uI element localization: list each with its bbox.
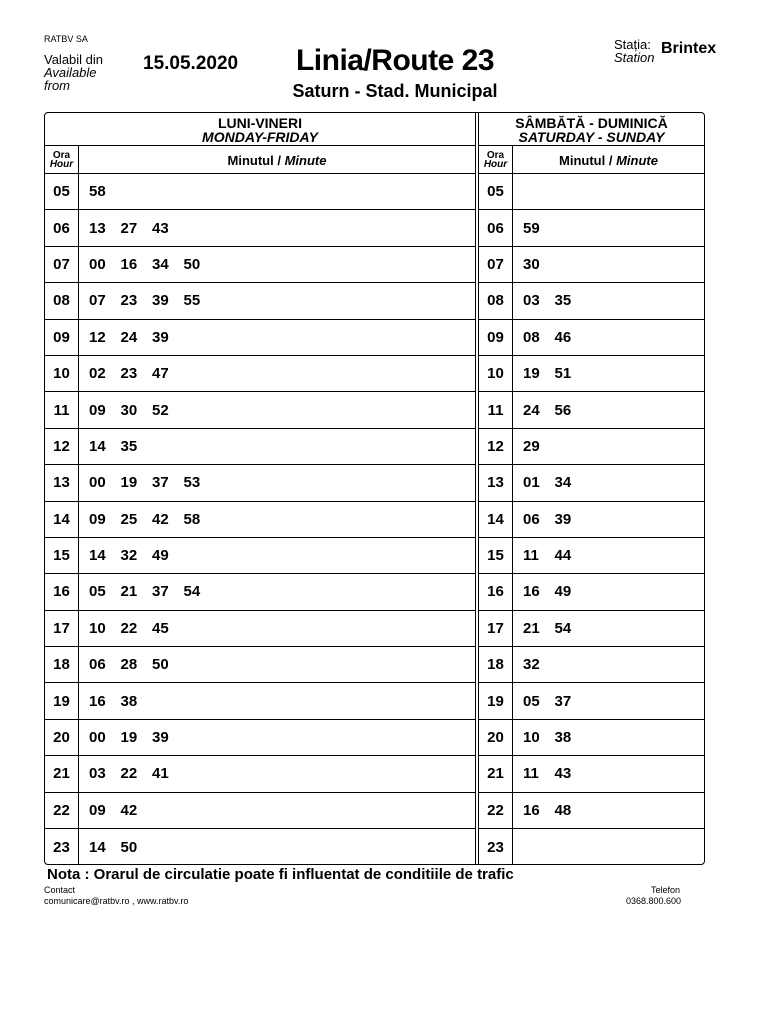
minutes-cell [79, 465, 475, 500]
hour-label-en: Hour [483, 159, 508, 170]
phone-label: Telefon [651, 885, 681, 895]
table-row [479, 210, 704, 246]
minutes-cell [513, 320, 704, 355]
hour-cell: 19 [45, 683, 79, 718]
minute-value: 19 [523, 365, 540, 383]
hour-cell: 07 [45, 247, 79, 282]
minutes-cell [513, 611, 704, 646]
hour-cell: 06 [479, 210, 513, 245]
table-row [45, 538, 475, 574]
minute-value: 45 [152, 619, 169, 637]
minute-value: 38 [554, 729, 572, 747]
hour-cell: 20 [45, 720, 79, 755]
hour-cell: 11 [45, 392, 79, 427]
valid-from-ro: Valabil din [44, 52, 104, 67]
table-row [479, 356, 704, 392]
minute-value: 01 [523, 474, 540, 492]
valid-from-en: Available [44, 65, 97, 80]
minutes-cell [513, 793, 704, 828]
minute-value: 35 [120, 437, 138, 455]
minute-value: 11 [523, 765, 539, 783]
minute-value: 11 [523, 547, 539, 565]
table-row [479, 174, 704, 210]
minute-value: 37 [554, 692, 572, 710]
weekend-rows [479, 174, 704, 865]
hour-cell: 17 [45, 611, 79, 646]
minute-value: 34 [554, 474, 572, 492]
minute-value: 08 [523, 328, 540, 346]
minute-value: 05 [523, 692, 540, 710]
minute-value: 29 [523, 437, 540, 455]
minutes-cell [79, 174, 475, 209]
hour-cell: 16 [479, 574, 513, 609]
minute-value: 32 [120, 547, 138, 565]
hour-cell: 18 [45, 647, 79, 682]
hour-cell: 10 [45, 356, 79, 391]
minute-value: 43 [554, 765, 572, 783]
hour-label-ro: Ora [486, 150, 505, 161]
minute-value: 37 [152, 583, 169, 601]
hour-cell: 08 [45, 283, 79, 318]
minute-value: 23 [120, 365, 138, 383]
minute-value: 16 [523, 583, 540, 601]
weekday-title-ro: LUNI-VINERI [218, 115, 302, 131]
hour-cell: 21 [45, 756, 79, 791]
hour-cell: 08 [479, 283, 513, 318]
minute-value: 00 [89, 729, 106, 747]
hour-cell: 09 [45, 320, 79, 355]
station-label [614, 38, 654, 64]
minute-value: 19 [120, 729, 138, 747]
minute-value: 19 [120, 474, 138, 492]
minute-column-header [79, 146, 475, 173]
minutes-cell [513, 829, 704, 865]
minutes-cell [513, 538, 704, 573]
hour-cell: 09 [479, 320, 513, 355]
minutes-cell [513, 465, 704, 500]
hour-cell: 22 [479, 793, 513, 828]
table-row [479, 247, 704, 283]
minute-value: 38 [120, 692, 138, 710]
hour-column-header [479, 146, 513, 173]
company-name: RATBV SA [44, 34, 88, 44]
weekend-panel [475, 113, 704, 864]
table-row [45, 756, 475, 792]
hour-cell: 07 [479, 247, 513, 282]
traffic-note: Nota : Orarul de circulatie poate fi influentat de conditiile de trafic [47, 866, 514, 883]
minute-value: 03 [89, 765, 106, 783]
minute-value: 30 [523, 255, 540, 273]
minute-column-header [513, 146, 704, 173]
weekend-header [479, 113, 704, 146]
minute-value: 10 [523, 729, 540, 747]
minute-value: 05 [89, 583, 106, 601]
hour-cell: 14 [45, 502, 79, 537]
minute-value: 10 [89, 619, 106, 637]
minutes-cell [79, 538, 475, 573]
minutes-cell [79, 829, 475, 865]
minutes-cell [79, 683, 475, 718]
hour-cell: 19 [479, 683, 513, 718]
table-row [45, 793, 475, 829]
hour-cell: 17 [479, 611, 513, 646]
minutes-cell [79, 392, 475, 427]
minutes-cell [513, 429, 704, 464]
station-label-en: Station [614, 50, 655, 65]
table-row [45, 356, 475, 392]
weekend-title-en: SATURDAY - SUNDAY [518, 129, 665, 145]
phone-value: 0368.800.600 [626, 896, 682, 906]
hour-cell: 05 [479, 174, 513, 209]
minute-value: 12 [89, 328, 106, 346]
valid-from-en2: from [44, 78, 70, 93]
minute-value: 39 [152, 292, 169, 310]
minute-value: 43 [152, 219, 169, 237]
minute-value: 03 [523, 292, 540, 310]
minute-value: 16 [89, 692, 106, 710]
table-row [45, 429, 475, 465]
minute-value: 41 [152, 765, 169, 783]
minute-value: 49 [152, 547, 169, 565]
minute-label-en: Minute [616, 153, 658, 168]
minute-value: 59 [523, 219, 540, 237]
minutes-cell [79, 356, 475, 391]
table-row [45, 174, 475, 210]
minutes-cell [513, 247, 704, 282]
route-title: Linia/Route 23 [295, 44, 495, 77]
minute-value: 58 [183, 510, 201, 528]
minute-value: 00 [89, 255, 106, 273]
table-row [479, 283, 704, 319]
minutes-cell [513, 174, 704, 209]
minutes-cell [79, 647, 475, 682]
table-row [479, 574, 704, 610]
minute-value: 44 [554, 547, 572, 565]
hour-cell: 21 [479, 756, 513, 791]
table-row [479, 829, 704, 865]
minutes-cell [79, 611, 475, 646]
minute-value: 24 [523, 401, 540, 419]
table-row [479, 465, 704, 501]
minute-value: 35 [554, 292, 572, 310]
minute-value: 50 [183, 255, 201, 273]
minute-value: 30 [120, 401, 138, 419]
table-row [479, 793, 704, 829]
minutes-cell [513, 356, 704, 391]
minute-value: 53 [183, 474, 201, 492]
hour-cell: 16 [45, 574, 79, 609]
minute-value: 14 [89, 838, 106, 856]
table-row [45, 210, 475, 246]
table-row [45, 502, 475, 538]
table-row [45, 247, 475, 283]
table-row [479, 538, 704, 574]
minute-value: 42 [152, 510, 169, 528]
hour-cell: 13 [45, 465, 79, 500]
minutes-cell [79, 429, 475, 464]
minutes-cell [513, 392, 704, 427]
hour-cell: 11 [479, 392, 513, 427]
table-row [479, 502, 704, 538]
hour-cell: 06 [45, 210, 79, 245]
minutes-cell [79, 793, 475, 828]
minute-value: 14 [89, 437, 106, 455]
weekend-column-header [479, 146, 704, 174]
minute-value: 13 [89, 219, 106, 237]
weekday-rows [45, 174, 475, 865]
minute-value: 32 [523, 656, 540, 674]
hour-cell: 10 [479, 356, 513, 391]
table-row [479, 683, 704, 719]
table-row [479, 429, 704, 465]
minutes-cell [79, 320, 475, 355]
table-row [479, 647, 704, 683]
minute-value: 21 [523, 619, 540, 637]
minute-value: 46 [554, 328, 572, 346]
weekday-title-en: MONDAY-FRIDAY [202, 129, 318, 145]
weekday-panel [45, 113, 475, 864]
hour-label-en: Hour [49, 159, 74, 170]
minute-label-ro: Minutul / [559, 153, 613, 168]
minute-value: 42 [120, 801, 138, 819]
minutes-cell [79, 574, 475, 609]
minute-value: 55 [183, 292, 201, 310]
minutes-cell [513, 283, 704, 318]
minute-value: 23 [120, 292, 138, 310]
table-row [45, 647, 475, 683]
minute-value: 25 [120, 510, 138, 528]
minute-value: 07 [89, 292, 106, 310]
table-row [45, 283, 475, 319]
table-row [45, 392, 475, 428]
minute-value: 47 [152, 365, 169, 383]
minute-value: 14 [89, 547, 106, 565]
hour-cell: 12 [479, 429, 513, 464]
minutes-cell [79, 756, 475, 791]
minute-value: 24 [120, 328, 138, 346]
station-name: Brintex [661, 40, 717, 57]
table-row [45, 683, 475, 719]
minutes-cell [513, 574, 704, 609]
station-label-ro: Stația: [614, 37, 651, 52]
contact-label: Contact [44, 885, 76, 895]
schedule-table [44, 112, 705, 865]
table-row [45, 720, 475, 756]
hour-cell: 15 [45, 538, 79, 573]
minutes-cell [79, 210, 475, 245]
minute-label-en: Minute [284, 153, 327, 168]
minutes-cell [79, 283, 475, 318]
minute-value: 22 [120, 765, 138, 783]
hour-cell: 05 [45, 174, 79, 209]
minute-value: 49 [554, 583, 572, 601]
weekend-title-ro: SÂMBĂTĂ - DUMINICĂ [515, 115, 668, 131]
table-row [45, 829, 475, 865]
hour-cell: 12 [45, 429, 79, 464]
minute-value: 51 [554, 365, 572, 383]
minute-value: 02 [89, 365, 106, 383]
hour-cell: 13 [479, 465, 513, 500]
minute-value: 28 [120, 656, 138, 674]
hour-cell: 14 [479, 502, 513, 537]
minutes-cell [513, 502, 704, 537]
hour-cell: 15 [479, 538, 513, 573]
contact-value: comunicare@ratbv.ro , www.ratbv.ro [44, 896, 189, 906]
weekday-column-header [45, 146, 475, 174]
minute-value: 09 [89, 401, 106, 419]
hour-cell: 23 [45, 829, 79, 865]
minute-value: 39 [152, 729, 169, 747]
table-row [45, 574, 475, 610]
minute-value: 37 [152, 474, 169, 492]
minute-value: 52 [152, 401, 169, 419]
hour-column-header [45, 146, 79, 173]
table-row [479, 720, 704, 756]
minutes-cell [79, 502, 475, 537]
minute-value: 21 [120, 583, 138, 601]
table-row [479, 611, 704, 647]
minutes-cell [513, 683, 704, 718]
minute-value: 54 [554, 619, 572, 637]
minutes-cell [79, 247, 475, 282]
table-row [45, 320, 475, 356]
minute-value: 16 [523, 801, 540, 819]
hour-cell: 23 [479, 829, 513, 865]
minute-value: 06 [523, 510, 540, 528]
minute-value: 50 [120, 838, 138, 856]
minute-value: 09 [89, 510, 106, 528]
minute-value: 39 [554, 510, 572, 528]
table-row [45, 611, 475, 647]
table-row [45, 465, 475, 501]
minute-value: 06 [89, 656, 106, 674]
minute-value: 54 [183, 583, 201, 601]
hour-cell: 18 [479, 647, 513, 682]
hour-label-ro: Ora [52, 150, 71, 161]
minute-value: 16 [120, 255, 138, 273]
table-row [479, 392, 704, 428]
table-row [479, 756, 704, 792]
minutes-cell [513, 720, 704, 755]
minute-value: 27 [120, 219, 138, 237]
weekday-header [45, 113, 475, 146]
minute-label-ro: Minutul / [227, 153, 281, 168]
minute-value: 48 [554, 801, 572, 819]
valid-from-label [44, 53, 103, 92]
minutes-cell [513, 756, 704, 791]
route-terminals: Saturn - Stad. Municipal [292, 81, 498, 101]
minute-value: 09 [89, 801, 106, 819]
hour-cell: 22 [45, 793, 79, 828]
minute-value: 34 [152, 255, 169, 273]
minutes-cell [513, 647, 704, 682]
minute-value: 00 [89, 474, 106, 492]
minutes-cell [513, 210, 704, 245]
minute-value: 50 [152, 656, 169, 674]
minute-value: 56 [554, 401, 572, 419]
table-row [479, 320, 704, 356]
valid-date: 15.05.2020 [143, 53, 239, 74]
minute-value: 58 [89, 183, 106, 201]
minute-value: 22 [120, 619, 138, 637]
minutes-cell [79, 720, 475, 755]
minute-value: 39 [152, 328, 169, 346]
hour-cell: 20 [479, 720, 513, 755]
